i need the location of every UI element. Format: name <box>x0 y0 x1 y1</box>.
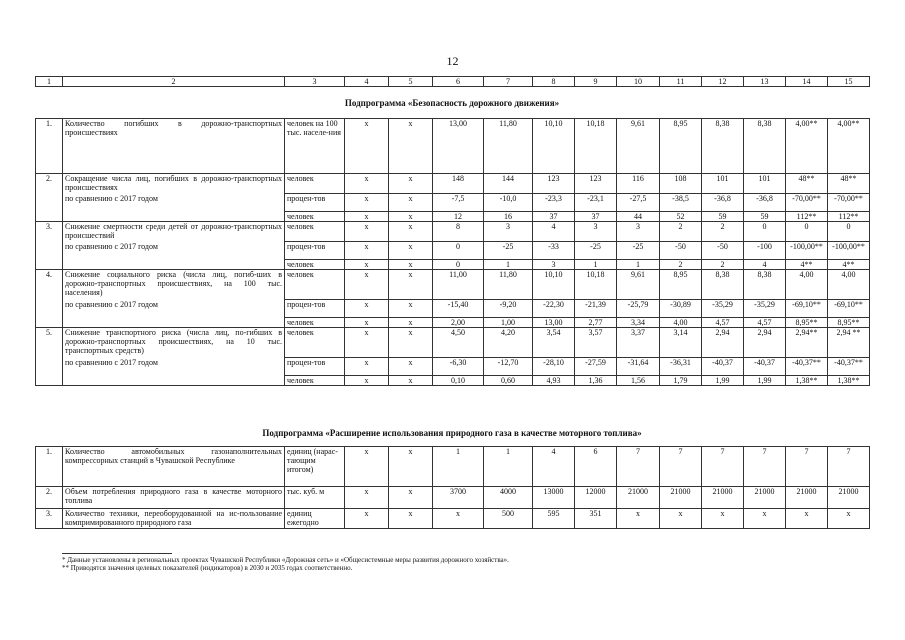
value-cell: 12 <box>433 212 484 222</box>
value-cell: 2 <box>702 260 744 270</box>
value-cell: x <box>345 260 389 270</box>
value-cell: 2 <box>702 222 744 242</box>
row-number: 3. <box>36 509 63 529</box>
value-cell: -70,00** <box>786 194 828 212</box>
unit-of-measure: человек <box>285 212 345 222</box>
value-cell: -27,5 <box>617 194 660 212</box>
indicator-name <box>63 376 285 386</box>
row-number <box>36 212 63 222</box>
unit-of-measure: единиц ежегодно <box>285 509 345 529</box>
indicator-name: Снижение социального риска (числа лиц, погиб-ших в дорожно-транспортных происшествиях, на 100 тыс. населения) <box>63 270 285 300</box>
value-cell: x <box>617 509 660 529</box>
unit-of-measure: человек <box>285 260 345 270</box>
row-number: 1. <box>36 447 63 487</box>
value-cell: 2,00 <box>433 318 484 328</box>
value-cell: x <box>389 260 433 270</box>
value-cell: 7 <box>617 447 660 487</box>
value-cell: -25 <box>617 242 660 260</box>
column-header: 7 <box>484 77 533 87</box>
column-header: 3 <box>285 77 345 87</box>
unit-of-measure: человек <box>285 328 345 358</box>
value-cell: 500 <box>484 509 533 529</box>
value-cell: 1,38** <box>828 376 870 386</box>
value-cell: 1 <box>484 260 533 270</box>
value-cell: 48** <box>828 174 870 194</box>
value-cell: -40,37** <box>828 358 870 376</box>
value-cell: 4,57 <box>744 318 786 328</box>
section1-title: Подпрограмма «Безопасность дорожного движения» <box>344 98 560 108</box>
value-cell: -6,30 <box>433 358 484 376</box>
value-cell: -50 <box>660 242 702 260</box>
value-cell: 8,95** <box>828 318 870 328</box>
value-cell: 1,36 <box>575 376 617 386</box>
value-cell: x <box>389 270 433 300</box>
column-number-row <box>36 77 870 87</box>
table-row <box>36 509 870 529</box>
value-cell: x <box>660 509 702 529</box>
value-cell: 21000 <box>660 487 702 509</box>
value-cell: x <box>702 509 744 529</box>
value-cell: 1,00 <box>484 318 533 328</box>
section1-table <box>35 118 870 386</box>
column-header: 11 <box>660 77 702 87</box>
unit-of-measure: процен-тов <box>285 242 345 260</box>
column-header: 4 <box>345 77 389 87</box>
row-number: 5. <box>36 328 63 358</box>
value-cell: -25,79 <box>617 300 660 318</box>
value-cell: 0 <box>828 222 870 242</box>
value-cell: 4,00** <box>828 119 870 174</box>
value-cell: 3,37 <box>617 328 660 358</box>
value-cell: 0,60 <box>484 376 533 386</box>
value-cell: x <box>389 242 433 260</box>
indicator-name: Количество техники, переоборудованной на ис-пользование компримированного природного газа <box>63 509 285 529</box>
value-cell: 3,14 <box>660 328 702 358</box>
table-row <box>36 260 870 270</box>
value-cell: x <box>345 270 389 300</box>
value-cell: 10,18 <box>575 119 617 174</box>
row-number <box>36 260 63 270</box>
table-row <box>36 487 870 509</box>
value-cell: x <box>345 376 389 386</box>
value-cell: -40,37 <box>702 358 744 376</box>
row-number <box>36 194 63 212</box>
value-cell: x <box>345 194 389 212</box>
value-cell: 4,57 <box>702 318 744 328</box>
header-table <box>35 76 870 87</box>
value-cell: 2,94 <box>744 328 786 358</box>
indicator-name: Объем потребления природного газа в качестве моторного топлива <box>63 487 285 509</box>
row-number: 2. <box>36 174 63 194</box>
table-row <box>36 119 870 174</box>
value-cell: 2,77 <box>575 318 617 328</box>
value-cell: 4,50 <box>433 328 484 358</box>
table-row <box>36 174 870 194</box>
unit-of-measure: процен-тов <box>285 358 345 376</box>
table-row <box>36 270 870 300</box>
value-cell: x <box>433 509 484 529</box>
value-cell: 4** <box>786 260 828 270</box>
column-header: 12 <box>702 77 744 87</box>
unit-of-measure: тыс. куб. м <box>285 487 345 509</box>
value-cell: 21000 <box>702 487 744 509</box>
value-cell: 4,20 <box>484 328 533 358</box>
table-row <box>36 212 870 222</box>
value-cell: 0 <box>786 222 828 242</box>
value-cell: -23,3 <box>533 194 575 212</box>
value-cell: -35,29 <box>744 300 786 318</box>
value-cell: x <box>345 222 389 242</box>
value-cell: x <box>345 318 389 328</box>
table-row <box>36 328 870 358</box>
indicator-name: по сравнению с 2017 годом <box>63 242 285 260</box>
value-cell: -36,31 <box>660 358 702 376</box>
value-cell: x <box>389 509 433 529</box>
value-cell: x <box>389 222 433 242</box>
row-number <box>36 318 63 328</box>
value-cell: 123 <box>575 174 617 194</box>
indicator-name <box>63 212 285 222</box>
value-cell: 1,79 <box>660 376 702 386</box>
value-cell: x <box>345 447 389 487</box>
value-cell: 21000 <box>744 487 786 509</box>
value-cell: -27,59 <box>575 358 617 376</box>
value-cell: 4000 <box>484 487 533 509</box>
value-cell: 4,00 <box>828 270 870 300</box>
table-row <box>36 222 870 242</box>
value-cell: -40,37 <box>744 358 786 376</box>
section2-title: Подпрограмма «Расширение использования природного газа в качестве моторного топлива» <box>262 428 642 438</box>
value-cell: -40,37** <box>786 358 828 376</box>
table-row <box>36 300 870 318</box>
value-cell: -10,0 <box>484 194 533 212</box>
value-cell: 21000 <box>786 487 828 509</box>
table-row <box>36 358 870 376</box>
table-row <box>36 318 870 328</box>
value-cell: x <box>345 509 389 529</box>
value-cell: x <box>828 509 870 529</box>
value-cell: 59 <box>702 212 744 222</box>
value-cell: 4,00** <box>786 119 828 174</box>
value-cell: x <box>744 509 786 529</box>
value-cell: 2 <box>660 222 702 242</box>
table-row <box>36 447 870 487</box>
value-cell: 48** <box>786 174 828 194</box>
column-header: 6 <box>433 77 484 87</box>
value-cell: 2 <box>660 260 702 270</box>
value-cell: 21000 <box>828 487 870 509</box>
unit-of-measure: человек на 100 тыс. населе-ния <box>285 119 345 174</box>
value-cell: 2,94** <box>786 328 828 358</box>
value-cell: 595 <box>533 509 575 529</box>
value-cell: -36,8 <box>702 194 744 212</box>
value-cell: 21000 <box>617 487 660 509</box>
value-cell: x <box>389 212 433 222</box>
value-cell: 4,00 <box>786 270 828 300</box>
value-cell: -25 <box>575 242 617 260</box>
value-cell: 144 <box>484 174 533 194</box>
value-cell: 44 <box>617 212 660 222</box>
indicator-name: по сравнению с 2017 годом <box>63 194 285 212</box>
value-cell: x <box>389 376 433 386</box>
value-cell: 123 <box>533 174 575 194</box>
indicator-name: Количество погибших в дорожно-транспортных происшествиях <box>63 119 285 174</box>
value-cell: 8,38 <box>744 119 786 174</box>
row-number: 4. <box>36 270 63 300</box>
value-cell: 37 <box>575 212 617 222</box>
value-cell: 1 <box>433 447 484 487</box>
column-header: 14 <box>786 77 828 87</box>
unit-of-measure: процен-тов <box>285 194 345 212</box>
value-cell: x <box>345 487 389 509</box>
value-cell: 9,61 <box>617 270 660 300</box>
value-cell: x <box>389 194 433 212</box>
value-cell: -100 <box>744 242 786 260</box>
value-cell: 13,00 <box>433 119 484 174</box>
value-cell: 11,80 <box>484 270 533 300</box>
value-cell: 2,94 ** <box>828 328 870 358</box>
value-cell: 8,38 <box>702 119 744 174</box>
value-cell: 3 <box>533 260 575 270</box>
unit-of-measure: человек <box>285 270 345 300</box>
value-cell: 1 <box>617 260 660 270</box>
value-cell: 9,61 <box>617 119 660 174</box>
row-number <box>36 358 63 376</box>
value-cell: -7,5 <box>433 194 484 212</box>
row-number: 1. <box>36 119 63 174</box>
value-cell: -31,64 <box>617 358 660 376</box>
value-cell: x <box>786 509 828 529</box>
table-row <box>36 194 870 212</box>
value-cell: 7 <box>702 447 744 487</box>
value-cell: 3,54 <box>533 328 575 358</box>
unit-of-measure: единиц (нарас-тающим итогом) <box>285 447 345 487</box>
indicator-name: Количество автомобильных газонаполнительных компрессорных станций в Чувашской Республике <box>63 447 285 487</box>
table-row <box>36 242 870 260</box>
value-cell: x <box>389 318 433 328</box>
value-cell: -22,30 <box>533 300 575 318</box>
value-cell: 4 <box>533 447 575 487</box>
value-cell: x <box>389 447 433 487</box>
column-header: 1 <box>36 77 63 87</box>
row-number: 3. <box>36 222 63 242</box>
value-cell: x <box>345 358 389 376</box>
value-cell: 10,10 <box>533 119 575 174</box>
value-cell: 8,95 <box>660 119 702 174</box>
value-cell: -33 <box>533 242 575 260</box>
value-cell: x <box>345 174 389 194</box>
row-number <box>36 242 63 260</box>
value-cell: 12000 <box>575 487 617 509</box>
value-cell: 1 <box>484 447 533 487</box>
value-cell: x <box>345 242 389 260</box>
value-cell: 148 <box>433 174 484 194</box>
value-cell: 3 <box>484 222 533 242</box>
value-cell: 13,00 <box>533 318 575 328</box>
value-cell: 3 <box>617 222 660 242</box>
value-cell: 8 <box>433 222 484 242</box>
value-cell: -69,10** <box>828 300 870 318</box>
value-cell: 11,00 <box>433 270 484 300</box>
column-header: 5 <box>389 77 433 87</box>
row-number <box>36 300 63 318</box>
value-cell: -100,00** <box>786 242 828 260</box>
value-cell: 1,56 <box>617 376 660 386</box>
value-cell: 3700 <box>433 487 484 509</box>
unit-of-measure: процен-тов <box>285 300 345 318</box>
value-cell: 10,18 <box>575 270 617 300</box>
value-cell: 101 <box>702 174 744 194</box>
value-cell: x <box>389 174 433 194</box>
value-cell: -30,89 <box>660 300 702 318</box>
value-cell: 6 <box>575 447 617 487</box>
indicator-name: по сравнению с 2017 годом <box>63 300 285 318</box>
value-cell: 112** <box>828 212 870 222</box>
value-cell: 16 <box>484 212 533 222</box>
footnote-2: ** Приводятся значения целевых показателей (индикаторов) в 2030 и 2035 годах соответственно. <box>62 564 353 572</box>
value-cell: 10,10 <box>533 270 575 300</box>
value-cell: 7 <box>744 447 786 487</box>
value-cell: 1,99 <box>702 376 744 386</box>
value-cell: 4 <box>744 260 786 270</box>
indicator-name: по сравнению с 2017 годом <box>63 358 285 376</box>
value-cell: -28,10 <box>533 358 575 376</box>
column-header: 13 <box>744 77 786 87</box>
value-cell: 3,57 <box>575 328 617 358</box>
value-cell: 7 <box>786 447 828 487</box>
value-cell: x <box>389 487 433 509</box>
value-cell: 8,38 <box>702 270 744 300</box>
value-cell: 8,95** <box>786 318 828 328</box>
value-cell: -9,20 <box>484 300 533 318</box>
value-cell: 351 <box>575 509 617 529</box>
value-cell: x <box>345 119 389 174</box>
section2-table <box>35 446 870 529</box>
value-cell: 7 <box>828 447 870 487</box>
value-cell: x <box>389 300 433 318</box>
unit-of-measure: человек <box>285 174 345 194</box>
value-cell: 4 <box>533 222 575 242</box>
footnote-1: * Данные установлены в региональных проектах Чувашской Республики «Дорожная сеть» и «Общесистемные меры развития дорожного хозяйства». <box>62 556 509 564</box>
value-cell: 1 <box>575 260 617 270</box>
value-cell: 0 <box>744 222 786 242</box>
indicator-name: Сокращение числа лиц, погибших в дорожно-транспортных происшествиях <box>63 174 285 194</box>
value-cell: 3 <box>575 222 617 242</box>
value-cell: 37 <box>533 212 575 222</box>
value-cell: x <box>345 212 389 222</box>
indicator-name <box>63 260 285 270</box>
value-cell: 59 <box>744 212 786 222</box>
value-cell: x <box>389 328 433 358</box>
value-cell: 2,94 <box>702 328 744 358</box>
value-cell: 108 <box>660 174 702 194</box>
unit-of-measure: человек <box>285 222 345 242</box>
value-cell: x <box>389 119 433 174</box>
value-cell: 8,95 <box>660 270 702 300</box>
value-cell: 1,99 <box>744 376 786 386</box>
column-header: 10 <box>617 77 660 87</box>
column-header: 9 <box>575 77 617 87</box>
value-cell: x <box>345 300 389 318</box>
table-row <box>36 376 870 386</box>
value-cell: 7 <box>660 447 702 487</box>
unit-of-measure: человек <box>285 376 345 386</box>
value-cell: -15,40 <box>433 300 484 318</box>
value-cell: 0 <box>433 260 484 270</box>
value-cell: -25 <box>484 242 533 260</box>
value-cell: -70,00** <box>828 194 870 212</box>
indicator-name <box>63 318 285 328</box>
value-cell: 112** <box>786 212 828 222</box>
value-cell: -12,70 <box>484 358 533 376</box>
row-number: 2. <box>36 487 63 509</box>
value-cell: -50 <box>702 242 744 260</box>
column-header: 15 <box>828 77 870 87</box>
value-cell: -38,5 <box>660 194 702 212</box>
value-cell: 8,38 <box>744 270 786 300</box>
value-cell: 0 <box>433 242 484 260</box>
unit-of-measure: человек <box>285 318 345 328</box>
column-header: 8 <box>533 77 575 87</box>
footnote-divider <box>62 553 172 554</box>
value-cell: x <box>389 358 433 376</box>
value-cell: 3,34 <box>617 318 660 328</box>
column-header: 2 <box>63 77 285 87</box>
value-cell: 52 <box>660 212 702 222</box>
value-cell: x <box>345 328 389 358</box>
value-cell: 0,10 <box>433 376 484 386</box>
value-cell: 11,80 <box>484 119 533 174</box>
indicator-name: Снижение смертности среди детей от дорожно-транспортных происшествий <box>63 222 285 242</box>
value-cell: -35,29 <box>702 300 744 318</box>
value-cell: 1,38** <box>786 376 828 386</box>
value-cell: 101 <box>744 174 786 194</box>
value-cell: -21,39 <box>575 300 617 318</box>
page-number: 12 <box>446 54 459 68</box>
value-cell: 4,93 <box>533 376 575 386</box>
indicator-name: Снижение транспортного риска (числа лиц, по-гибших в дорожно-транспортных происшествиях, на 10 тыс. транспортных средств) <box>63 328 285 358</box>
value-cell: -36,8 <box>744 194 786 212</box>
value-cell: -100,00** <box>828 242 870 260</box>
row-number <box>36 376 63 386</box>
value-cell: -23,1 <box>575 194 617 212</box>
value-cell: 4,00 <box>660 318 702 328</box>
value-cell: -69,10** <box>786 300 828 318</box>
value-cell: 13000 <box>533 487 575 509</box>
value-cell: 116 <box>617 174 660 194</box>
value-cell: 4** <box>828 260 870 270</box>
